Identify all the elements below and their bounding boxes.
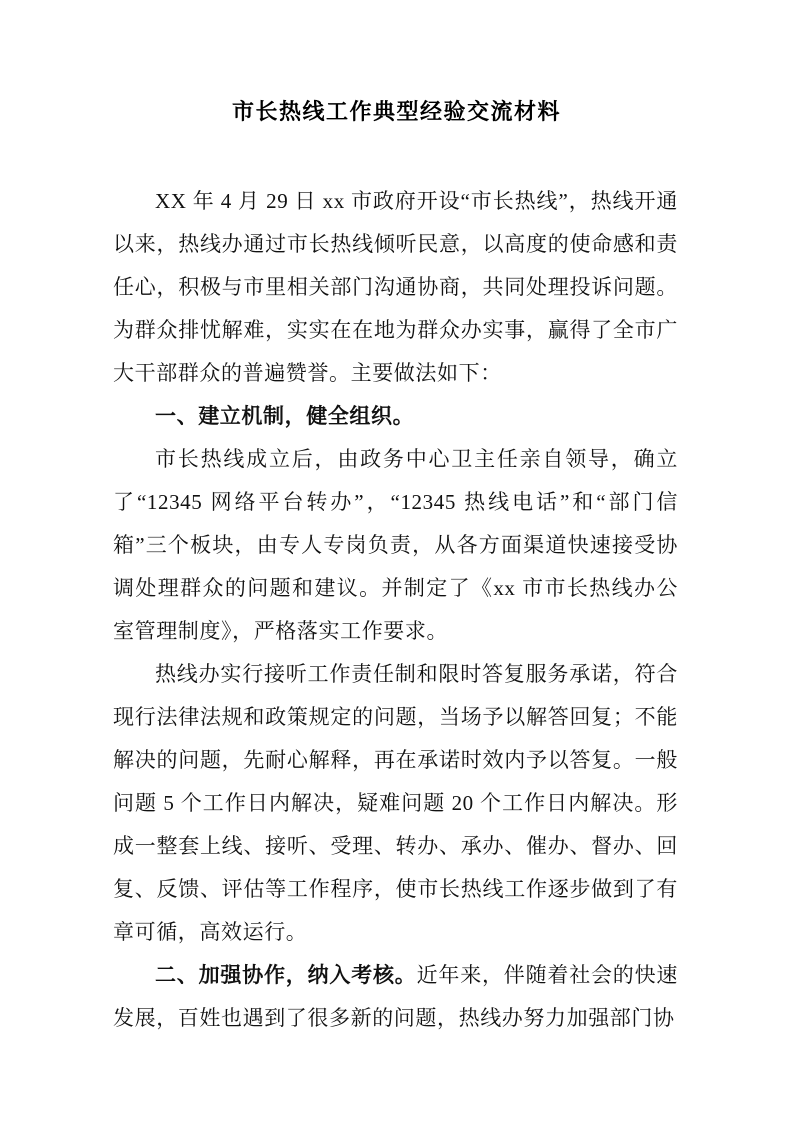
document-body — [0, 127, 793, 1040]
section-heading-1: 一、建立机制，健全组织。 — [155, 404, 415, 428]
paragraph-section-2-text: 近年来，伴随着社会的快速发展，百姓也遇到了很多新的问题，热线办努力加强部门协 — [113, 963, 679, 1030]
section-heading-2: 二、加强协作，纳入考核。 — [155, 963, 417, 987]
document-title: 市长热线工作典型经验交流材料 — [231, 99, 561, 124]
paragraph-mechanism: 市长热线成立后，由政务中心卫主任亲自领导，确立了“12345 网络平台转办”，“12345 热线电话”和“部门信箱”三个板块，由专人专岗负责，从各方面渠道快速接受协调处理群众的问题和建议。并制定了《xx 市市长热线办公室管理制度》，严格落实工作要求。 — [113, 447, 678, 643]
paragraph-intro: XX 年 4 月 29 日 xx 市政府开设“市长热线”，热线开通以来，热线办通过市长热线倾听民意，以高度的使命感和责任心，积极与市里相关部门沟通协商，共同处理投诉问题。为群众排忧解难，实实在在地为群众办实事，赢得了全市广大干部群众的普遍赞誉。主要做法如下： — [113, 189, 678, 385]
paragraph-section-2 — [113, 954, 678, 1040]
paragraph-procedure: 热线办实行接听工作责任制和限时答复服务承诺，符合现行法律法规和政策规定的问题，当场予以解答回复；不能解决的问题，先耐心解释，再在承诺时效内予以答复。一般问题 5 个工作日内解决，疑难问题 20 个工作日内解决。形成一整套上线、接听、受理、转办、承办、催办、督办、回复、反馈、评估等工作程序，使市长热线工作逐步做到了有章可循，高效运行。 — [113, 662, 678, 944]
